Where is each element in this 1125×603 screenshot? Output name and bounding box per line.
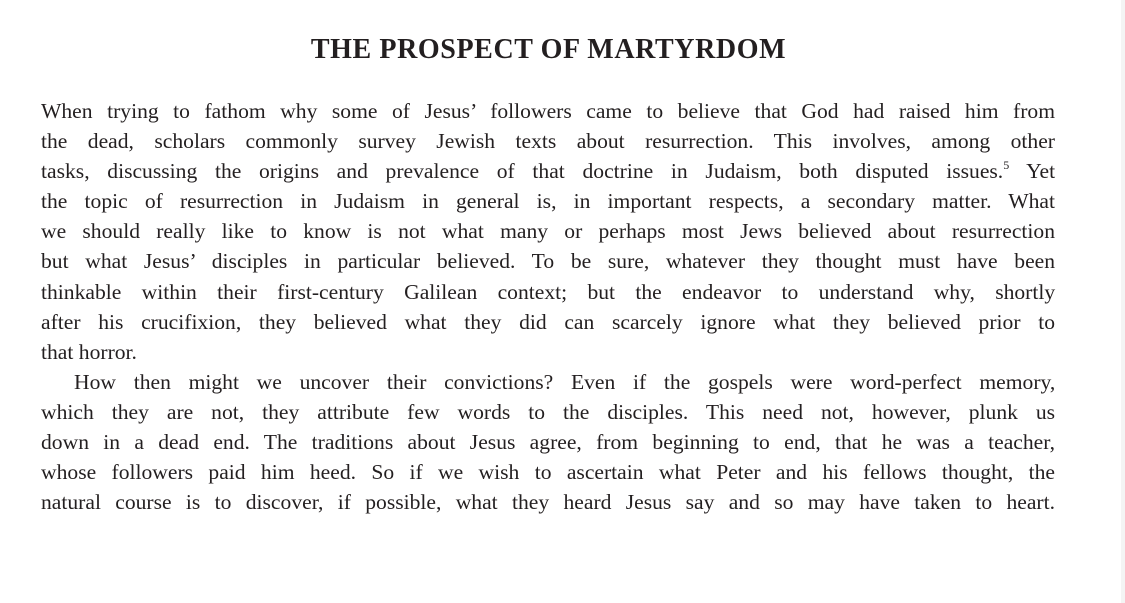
text-line-segment: Yet xyxy=(1009,159,1056,184)
text-line: that horror. xyxy=(41,339,137,364)
section-heading: THE PROSPECT OF MARTYRDOM xyxy=(310,34,787,65)
text-line: but what Jesus’ disciples in particular believed. To be sure, whatever they thought must have been xyxy=(41,249,1056,274)
text-line xyxy=(41,156,1055,186)
page-edge xyxy=(1121,0,1125,603)
text-line: the topic of resurrection in Judaism in general is, in important respects, a secondary matter. What xyxy=(41,189,1055,214)
text-line: after his crucifixion, they believed what they did can scarcely ignore what they believed prior to xyxy=(41,309,1055,334)
text-line-segment: tasks, discussing the origins and prevalence of that doctrine in Judaism, both disputed issues. xyxy=(41,159,1004,184)
text-line: When trying to fathom why some of Jesus’ followers came to believe that God had raised him from xyxy=(41,99,1055,123)
text-line: thinkable within their first-century Galilean context; but the endeavor to understand why, shortly xyxy=(41,279,1056,304)
paragraph-1 xyxy=(41,96,1055,367)
text-line: How then might we uncover their convictions? Even if the gospels were word-perfect memory, xyxy=(74,369,1056,394)
text-line: whose followers paid him heed. So if we wish to ascertain what Peter and his fellows thought, the xyxy=(41,460,1055,485)
text-line: we should really like to know is not what many or perhaps most Jews believed about resurrection xyxy=(41,219,1055,244)
text-line: the dead, scholars commonly survey Jewish texts about resurrection. This involves, among other xyxy=(41,129,1055,154)
text-line: which they are not, they attribute few words to the disciples. This need not, however, plunk us xyxy=(41,399,1056,424)
text-line: down in a dead end. The traditions about Jesus agree, from beginning to end, that he was a teacher, xyxy=(41,430,1055,455)
text-line: natural course is to discover, if possible, what they heard Jesus say and so may have taken to heart. xyxy=(41,490,1055,515)
paragraph-2 xyxy=(41,367,1055,517)
footnote-marker: 5 xyxy=(1003,158,1010,173)
body-text xyxy=(41,96,1055,517)
